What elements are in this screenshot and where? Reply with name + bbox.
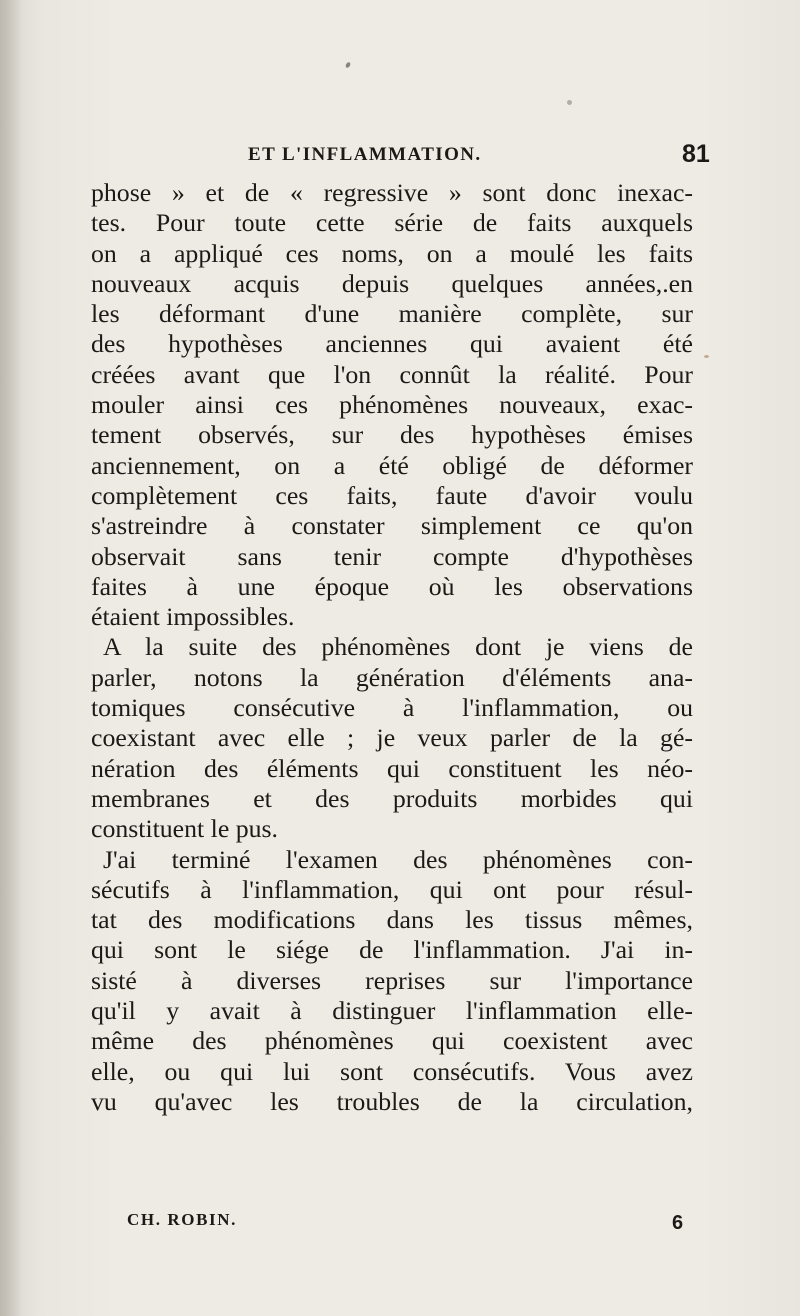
text-line: A la suite des phénomènes dont je viens de	[103, 632, 693, 662]
text-line: sécutifs à l'inflammation, qui ont pour résul-	[91, 874, 693, 904]
text-line: elle, ou qui lui sont consécutifs. Vous avez	[91, 1056, 693, 1086]
text-line: tat des modifications dans les tissus mêmes,	[91, 905, 693, 935]
text-line: faites à une époque où les observations	[91, 571, 693, 601]
running-head: ET L'INFLAMMATION.	[248, 144, 482, 165]
text-line: anciennement, on a été obligé de déformer	[91, 450, 693, 480]
text-line: tement observés, sur des hypothèses émises	[91, 420, 693, 450]
ink-speck	[345, 61, 351, 68]
text-line: on a appliqué ces noms, on a moulé les faits	[91, 238, 693, 268]
text-line: constituent le pus.	[91, 814, 279, 844]
page-header	[0, 140, 800, 174]
page-footer	[0, 1210, 800, 1240]
text-line: coexistant avec elle ; je veux parler de la gé-	[91, 723, 693, 753]
text-line: étaient impossibles.	[91, 602, 295, 632]
text-line: s'astreindre à constater simplement ce qu'on	[91, 511, 693, 541]
text-line: complètement ces faits, faute d'avoir voulu	[91, 480, 693, 510]
text-line: parler, notons la génération d'éléments ana-	[91, 662, 693, 692]
text-line: créées avant que l'on connût la réalité. Pour	[91, 359, 693, 389]
sheet-number: 6	[672, 1212, 684, 1234]
text-line: qui sont le siége de l'inflammation. J'ai in-	[91, 935, 693, 965]
text-line: tomiques consécutive à l'inflammation, ou	[91, 693, 693, 723]
text-line: J'ai terminé l'examen des phénomènes con-	[103, 844, 693, 874]
body-text	[91, 178, 693, 1117]
text-line: membranes et des produits morbides qui	[91, 783, 693, 813]
text-line: nération des éléments qui constituent les néo-	[91, 753, 693, 783]
page-number: 81	[682, 140, 710, 168]
ink-speck	[567, 100, 572, 105]
text-line: nouveaux acquis depuis quelques années,.en	[91, 268, 693, 298]
text-line: des hypothèses anciennes qui avaient été	[91, 329, 693, 359]
text-line: observait sans tenir compte d'hypothèses	[91, 541, 693, 571]
page-gutter-shadow	[0, 0, 22, 1316]
text-line: sisté à diverses reprises sur l'importance	[91, 965, 693, 995]
text-line: les déformant d'une manière complète, sur	[91, 299, 693, 329]
printer-signature: CH. ROBIN.	[127, 1210, 237, 1229]
text-line: même des phénomènes qui coexistent avec	[91, 1026, 693, 1056]
text-line: vu qu'avec les troubles de la circulation,	[91, 1086, 693, 1116]
text-line: phose » et de « regressive » sont donc inexac-	[91, 178, 693, 207]
text-line: mouler ainsi ces phénomènes nouveaux, exac-	[91, 390, 693, 420]
text-line: qu'il y avait à distinguer l'inflammation elle-	[91, 996, 693, 1026]
text-line: tes. Pour toute cette série de faits auxquels	[91, 208, 693, 238]
ink-speck	[704, 355, 709, 358]
